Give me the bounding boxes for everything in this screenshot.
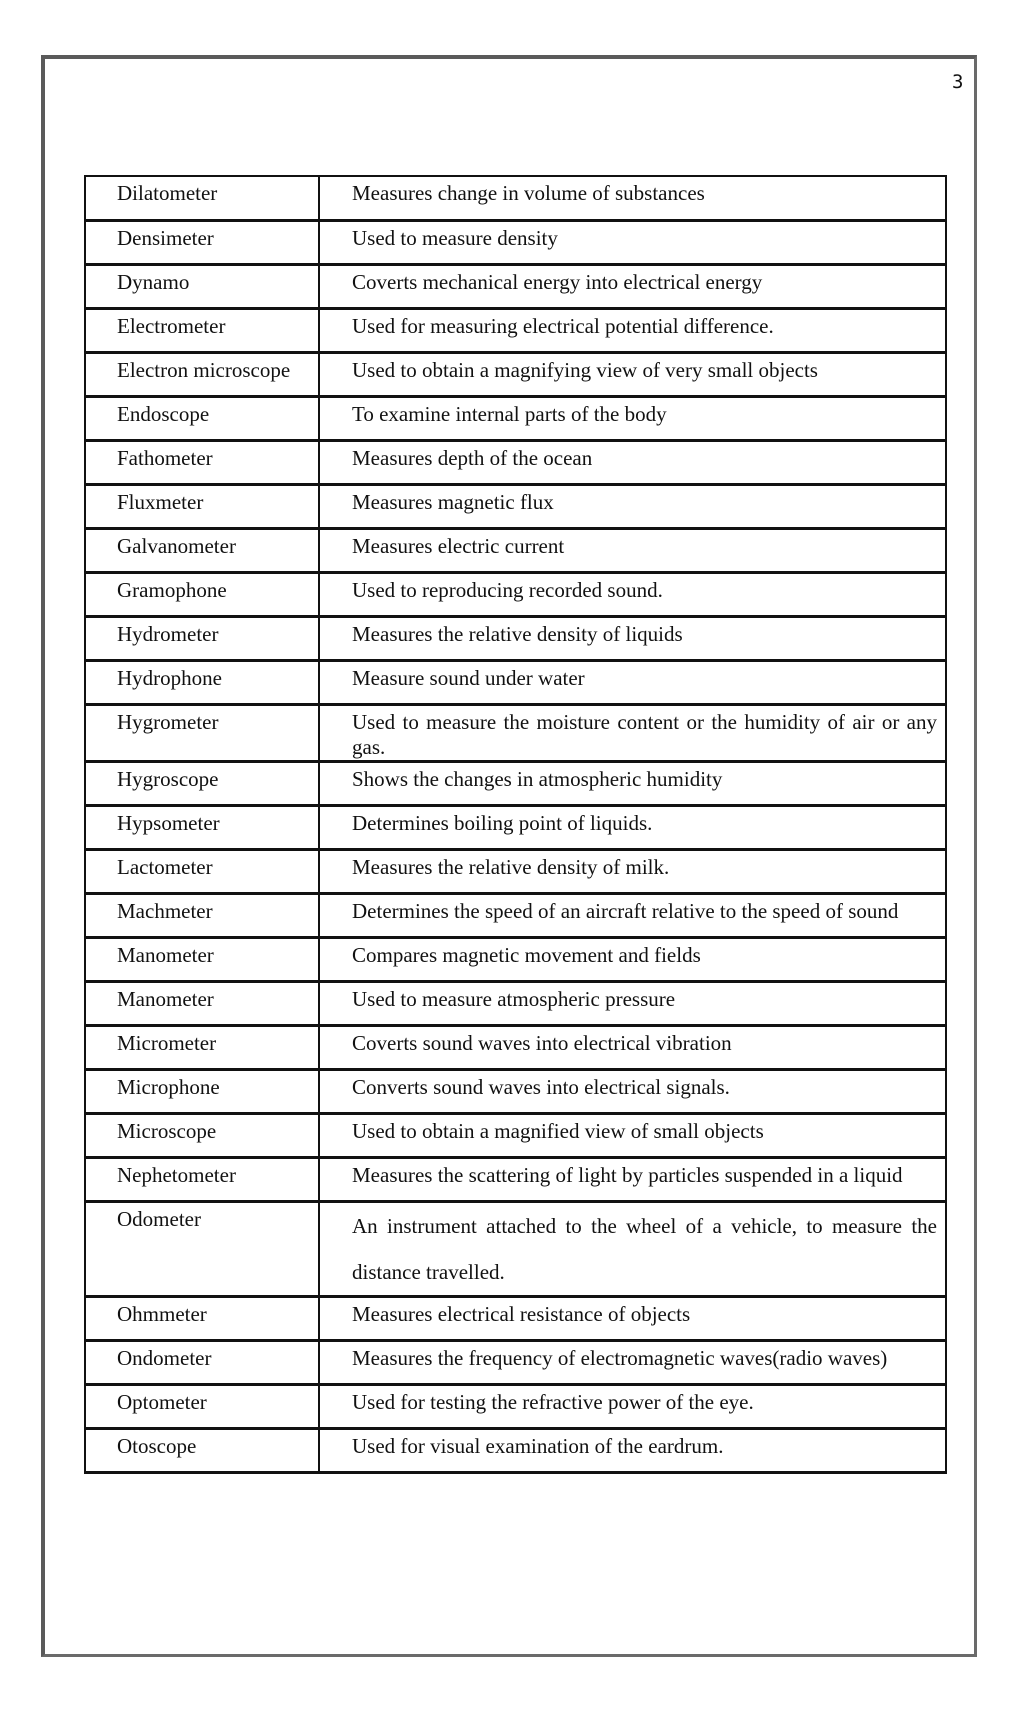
instrument-description: Compares magnetic movement and fields [319,937,946,981]
instrument-description: Used for visual examination of the eardrum. [319,1428,946,1472]
instrument-description: Determines boiling point of liquids. [319,805,946,849]
instrument-description: Measures electric current [319,528,946,572]
table-row [85,761,946,805]
table-row [85,1340,946,1384]
table-row [85,1113,946,1157]
instrument-name: Otoscope [85,1428,319,1472]
instrument-description: Used to measure atmospheric pressure [319,981,946,1025]
table-row [85,440,946,484]
table-row [85,220,946,264]
instruments-table [84,175,947,1474]
table-row [85,528,946,572]
table-row [85,704,946,761]
table-row [85,572,946,616]
instrument-description: Measures depth of the ocean [319,440,946,484]
instrument-description: Shows the changes in atmospheric humidity [319,761,946,805]
instrument-name: Hypsometer [85,805,319,849]
instrument-name: Lactometer [85,849,319,893]
instrument-name: Dynamo [85,264,319,308]
table-row [85,1069,946,1113]
instrument-description: To examine internal parts of the body [319,396,946,440]
instrument-description: Used to measure density [319,220,946,264]
instrument-description: An instrument attached to the wheel of a vehicle, to measure the distance travelled. [319,1201,946,1296]
instrument-description: Measures the scattering of light by particles suspended in a liquid [319,1157,946,1201]
instruments-table-body [85,176,946,1472]
table-row [85,1157,946,1201]
table-row [85,1384,946,1428]
instrument-name: Micrometer [85,1025,319,1069]
table-row [85,805,946,849]
table-row [85,396,946,440]
table-row [85,616,946,660]
instrument-name: Hydrometer [85,616,319,660]
instrument-description: Measures the relative density of milk. [319,849,946,893]
table-row [85,1025,946,1069]
table-row [85,937,946,981]
instrument-name: Machmeter [85,893,319,937]
table-row [85,176,946,220]
instrument-name: Microscope [85,1113,319,1157]
table-row [85,893,946,937]
instrument-name: Electrometer [85,308,319,352]
table-row [85,981,946,1025]
table-row [85,1428,946,1472]
instrument-description: Measures electrical resistance of objects [319,1296,946,1340]
instrument-description: Used to obtain a magnified view of small objects [319,1113,946,1157]
instrument-name: Hygrometer [85,704,319,761]
table-row [85,1296,946,1340]
instrument-name: Nephetometer [85,1157,319,1201]
page-number: 3 [952,71,964,93]
instrument-description: Coverts mechanical energy into electrical energy [319,264,946,308]
instrument-description: Used to reproducing recorded sound. [319,572,946,616]
table-row [85,849,946,893]
instrument-description: Measures magnetic flux [319,484,946,528]
table-row [85,484,946,528]
instrument-name: Odometer [85,1201,319,1296]
table-row [85,264,946,308]
instrument-name: Fathometer [85,440,319,484]
instrument-description: Converts sound waves into electrical signals. [319,1069,946,1113]
instrument-name: Dilatometer [85,176,319,220]
instrument-name: Ondometer [85,1340,319,1384]
instrument-name: Gramophone [85,572,319,616]
instrument-name: Hygroscope [85,761,319,805]
table-row [85,660,946,704]
instrument-description: Coverts sound waves into electrical vibration [319,1025,946,1069]
instrument-description: Used for testing the refractive power of the eye. [319,1384,946,1428]
instrument-description: Measures the relative density of liquids [319,616,946,660]
instrument-description: Measure sound under water [319,660,946,704]
instrument-description: Used to obtain a magnifying view of very small objects [319,352,946,396]
instrument-name: Optometer [85,1384,319,1428]
instrument-name: Hydrophone [85,660,319,704]
instrument-description: Used to measure the moisture content or the humidity of air or any gas. [319,704,946,761]
instrument-name: Galvanometer [85,528,319,572]
instrument-name: Ohmmeter [85,1296,319,1340]
table-row [85,308,946,352]
instrument-name: Manometer [85,981,319,1025]
instrument-name: Fluxmeter [85,484,319,528]
table-row [85,1201,946,1296]
instrument-name: Endoscope [85,396,319,440]
instrument-description: Used for measuring electrical potential difference. [319,308,946,352]
instrument-name: Microphone [85,1069,319,1113]
instrument-description: Determines the speed of an aircraft relative to the speed of sound [319,893,946,937]
instrument-description: Measures the frequency of electromagnetic waves(radio waves) [319,1340,946,1384]
instrument-name: Densimeter [85,220,319,264]
instrument-name: Electron microscope [85,352,319,396]
instrument-description: Measures change in volume of substances [319,176,946,220]
table-row [85,352,946,396]
instrument-name: Manometer [85,937,319,981]
